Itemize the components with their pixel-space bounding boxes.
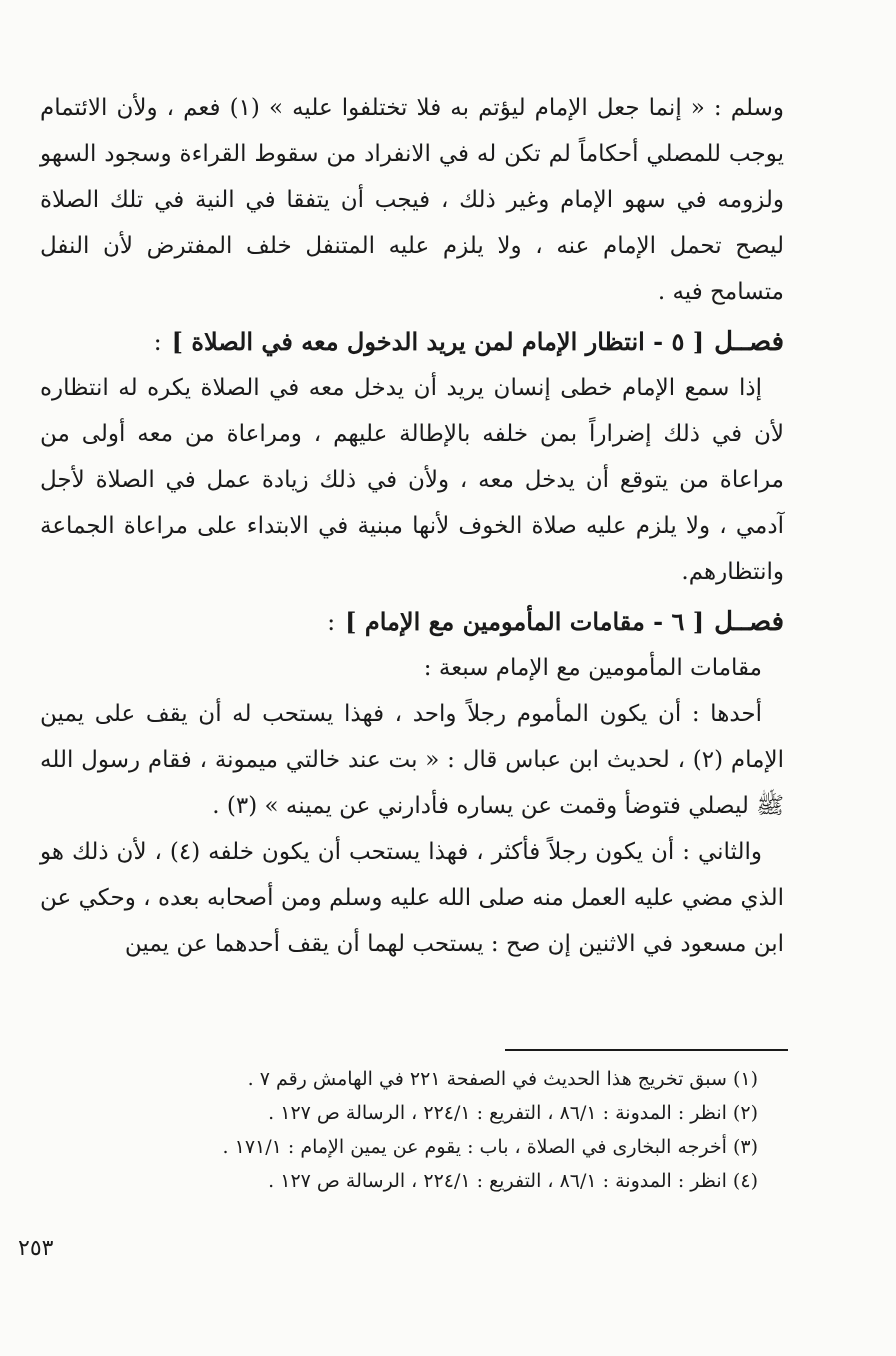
paragraph-2: إذا سمع الإمام خطى إنسان يريد أن يدخل معه في الصلاة يكره له انتظاره لأن في ذلك إضراراً بمن خلفه بالإطالة عليهم ، ومراعاة من معه أولى من مراعاة من يتوقع أن يدخل معه ، ولأن في ذلك زيادة عمل في الصلاة لأجل آدمي ، ولا يلزم عليه صلاة الخوف لأنها مبنية في الابتداء على مراعاة الجماعة وانتظارهم.: [40, 375, 784, 585]
paragraph-3: مقامات المأمومين مع الإمام سبعة :: [423, 655, 762, 681]
paragraph-1: وسلم : « إنما جعل الإمام ليؤتم به فلا تختلفوا عليه » (١) فعم ، ولأن الائتمام يوجب للمصلي أحكاماً لم تكن له في الانفراد من سقوط القراءة وسجود السهو ولزومه في سهو الإمام وغير ذلك ، فيجب أن يتفقا في النية في تلك الصلاة ليصح تحمل الإمام عنه ، ولا يلزم عليه المتنفل خلف المفترض لأن النفل متسامح فيه .: [40, 95, 785, 305]
section-title: [ ٦ - مقامات المأمومين مع الإمام ]: [345, 607, 705, 636]
footnote-1: (١) سبق تخريج هذا الحديث في الصفحة ٢٢١ في الهامش رقم ٧ .: [247, 1068, 758, 1090]
paragraph-4: أحدها : أن يكون المأموم رجلاً واحد ، فهذا يستحب له أن يقف على يمين الإمام (٢) ، لحديث ابن عباس قال : « بت عند خالتي ميمونة ، فقام رسول الله ﷺ ليصلي فتوضأ وقمت عن يساره فأدارني عن يمينه » (٣) .: [40, 701, 784, 819]
footnote-2: (٢) انظر : المدونة : ٨٦/١ ، التفريع : ٢٢٤/١ ، الرسالة ص ١٢٧ .: [268, 1102, 758, 1124]
footnotes: [40, 1062, 758, 1198]
section-word: فصــل: [714, 327, 784, 357]
footnote-divider: [505, 1049, 788, 1051]
section-word: فصــل: [714, 607, 784, 637]
section-heading-5: [40, 319, 784, 365]
footnote-4: (٤) انظر : المدونة : ٨٦/١ ، التفريع : ٢٢٤/١ ، الرسالة ص ١٢٧ .: [268, 1170, 758, 1192]
page-body: [40, 85, 784, 967]
page-number: ٢٥٣: [18, 1236, 54, 1261]
section-colon: :: [327, 608, 336, 636]
section-colon: :: [153, 328, 162, 356]
footnote-3: (٣) أخرجه البخارى في الصلاة ، باب : يقوم عن يمين الإمام : ١٧١/١ .: [222, 1136, 758, 1158]
section-heading-6: [40, 599, 784, 645]
paragraph-5: والثاني : أن يكون رجلاً فأكثر ، فهذا يستحب أن يكون خلفه (٤) ، لأن ذلك هو الذي مضي عليه العمل منه صلى الله عليه وسلم ومن أصحابه بعده ، وحكي عن ابن مسعود في الاثنين إن صح : يستحب لهما أن يقف أحدهما عن يمين: [40, 839, 784, 957]
section-title: [ ٥ - انتظار الإمام لمن يريد الدخول معه في الصلاة ]: [171, 327, 705, 356]
